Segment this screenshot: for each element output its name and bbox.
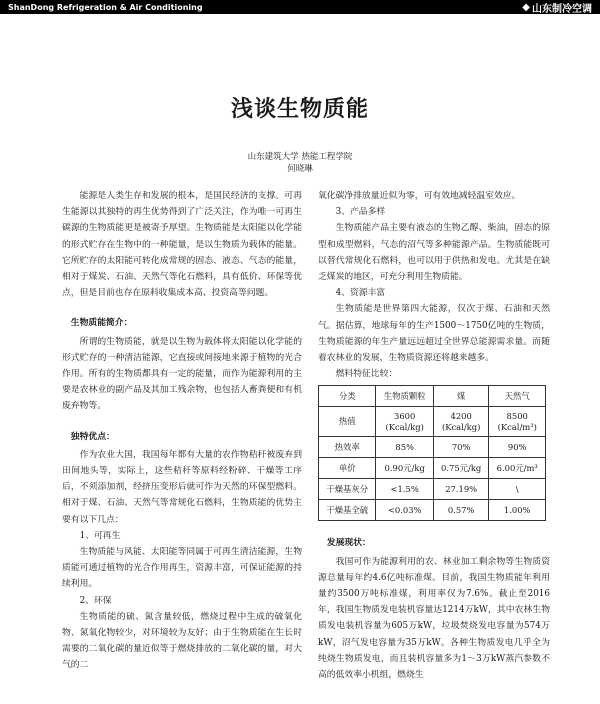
- status-heading: 发展现状：: [326, 538, 371, 549]
- table-header-cell: 生物质颗粒: [376, 386, 433, 407]
- advantages-heading: 独特优点：: [70, 431, 115, 442]
- table-row: [319, 500, 546, 521]
- table-cell: 70%: [433, 437, 489, 458]
- intro2-paragraph: 所谓的生物质能，就是以生物为载体将太阳能以化学能的形式贮存的一种清洁能源，它直接或间接地来源于植物的光合作用。所有的生物质都具有一定的能量，而作为能源利用的主要是农林业的副产品及其加工残余物，也包括人畜粪便和有机废弃物等。: [62, 336, 302, 412]
- affiliation: 山东建筑大学 热能工程学院: [247, 152, 353, 162]
- diamond-icon: ◆: [522, 1, 530, 13]
- adv3-title: 3、产品多样: [335, 207, 386, 218]
- table-cell: 热效率: [319, 437, 376, 458]
- table-header-cell: 煤: [433, 386, 489, 407]
- adv1-text: 生物质能与风能、太阳能等同属于可再生清洁能源，生物质能可通过植物的光合作用再生，资源丰富，可保证能源的持续利用。: [62, 547, 302, 590]
- journal-header-bar: [0, 0, 600, 14]
- table-row: [319, 407, 546, 437]
- continued-paragraph: 氧化碳净排放量近似为零，可有效地减轻温室效应。: [318, 191, 521, 201]
- table-row: [319, 458, 546, 479]
- intro-heading: 生物质能简介：: [70, 318, 133, 329]
- adv4-text: 生物质能是世界第四大能源，仅次于煤、石油和天然气。据估算，地球每年的生产1500～1750亿吨的生物质，生物质能源的年生产量远远超过全世界总能源需求量。而随着农林业的发展，生物质资源还将越来越多。: [318, 304, 550, 364]
- adv1-title: 1、可再生: [79, 530, 121, 541]
- table-cell: 0.90元/kg: [376, 458, 433, 479]
- table-cell: \: [489, 479, 546, 500]
- fuel-comparison-table: [318, 385, 546, 521]
- status-text: 我国可作为能源利用的农、林业加工剩余物等生物质资源总量每年约4.6亿吨标准煤。目前，我国生物质能年利用量约3500万吨标准煤，利用率仅为7.6%。截止至2016年，我国生物质发电装机容量达1214万kW，其中农林生物质发电装机容量为605万kW，垃圾焚烧发电容量为574万kW，沼气发电容量为35万kW。各种生物质发电几乎全为纯烧生物质发电，而且装机容量多为1～3万kW蒸汽参数不高的低效率小机组，燃烧生: [318, 556, 550, 681]
- author: 何晓琳: [287, 164, 313, 174]
- adv3-text: 生物质能产品主要有液态的生物乙醇、柴油，固态的原型和成型燃料，气态的沼气等多种能源产品。生物质能既可以替代常规化石燃料，也可以用于供热和发电。尤其是在缺乏煤炭的地区，可充分利用生物质能。: [318, 223, 550, 283]
- table-cell: 27.19%: [433, 479, 489, 500]
- table-header-cell: 天然气: [489, 386, 546, 407]
- table-row: [319, 479, 546, 500]
- table-cell: 1.00%: [489, 500, 546, 521]
- table-cell: 干燥基全硫: [319, 500, 376, 521]
- table-cell: 热值: [319, 407, 376, 437]
- table-cell: 0.57%: [433, 500, 489, 521]
- adv2-text: 生物质能的硫、氮含量较低，燃烧过程中生成的硫氧化物、氮氧化物较少，对环境较为友好；由于生物质能在生长时需要的二氧化碳的量近似等于燃烧排放的二氧化碳的量，对大气的二: [62, 611, 302, 671]
- journal-brand: [522, 0, 592, 15]
- right-column: [318, 188, 550, 683]
- left-column: [62, 188, 302, 674]
- table-cell: <1.5%: [376, 479, 433, 500]
- table-cell: 8500 (Kcal/m³): [489, 407, 546, 437]
- table-cell: 90%: [489, 437, 546, 458]
- table-cell: 3600 (Kcal/kg): [376, 407, 433, 437]
- table-caption: 燃料特征比较：: [335, 369, 398, 380]
- article-title: 浅谈生物质能: [230, 97, 369, 122]
- table-cell: 4200 (Kcal/kg): [433, 407, 489, 437]
- adv4-title: 4、资源丰富: [335, 288, 386, 299]
- table-cell: 干燥基灰分: [319, 479, 376, 500]
- table-cell: 6.00元/m³: [489, 458, 546, 479]
- journal-name: ShanDong Refrigeration & Air Conditioning: [8, 2, 203, 12]
- table-cell: 85%: [376, 437, 433, 458]
- table-cell: 0.75元/kg: [433, 458, 489, 479]
- brand-label: 山东制冷空调: [532, 3, 592, 15]
- table-cell: <0.03%: [376, 500, 433, 521]
- adv2-title: 2、环保: [79, 595, 112, 606]
- intro-paragraph: 能源是人类生存和发展的根本，是国民经济的支撑。可再生能源以其独特的再生优势得到了广泛关注，作为唯一可再生碳源的生物质能更是被寄予厚望。生物质能是太阳能以化学能的形式贮存在生物中的一种能量，是以生物质为载体的能量。它所贮存的太阳能可转化成常规的固态、液态、气态的能量，相对于煤炭、石油、天然气等化石燃料，具有低价、环保等优点，但是目前也存在原料收集成本高、投资高等问题。: [62, 191, 302, 299]
- table-cell: 单价: [319, 458, 376, 479]
- advantages-intro: 作为农业大国，我国每年都有大量的农作物秸秆被废弃到田间地头等，实际上，这些秸秆等原料经粉碎、干燥等工序后，不须添加剂，经挤压变形后就可作为天然的环保型燃料。相对于煤、石油、天然气等常规化石燃料，生物质能的优势主要有以下几点：: [62, 449, 302, 525]
- table-row: [319, 437, 546, 458]
- table-header-cell: 分类: [319, 386, 376, 407]
- table-header-row: [319, 386, 546, 407]
